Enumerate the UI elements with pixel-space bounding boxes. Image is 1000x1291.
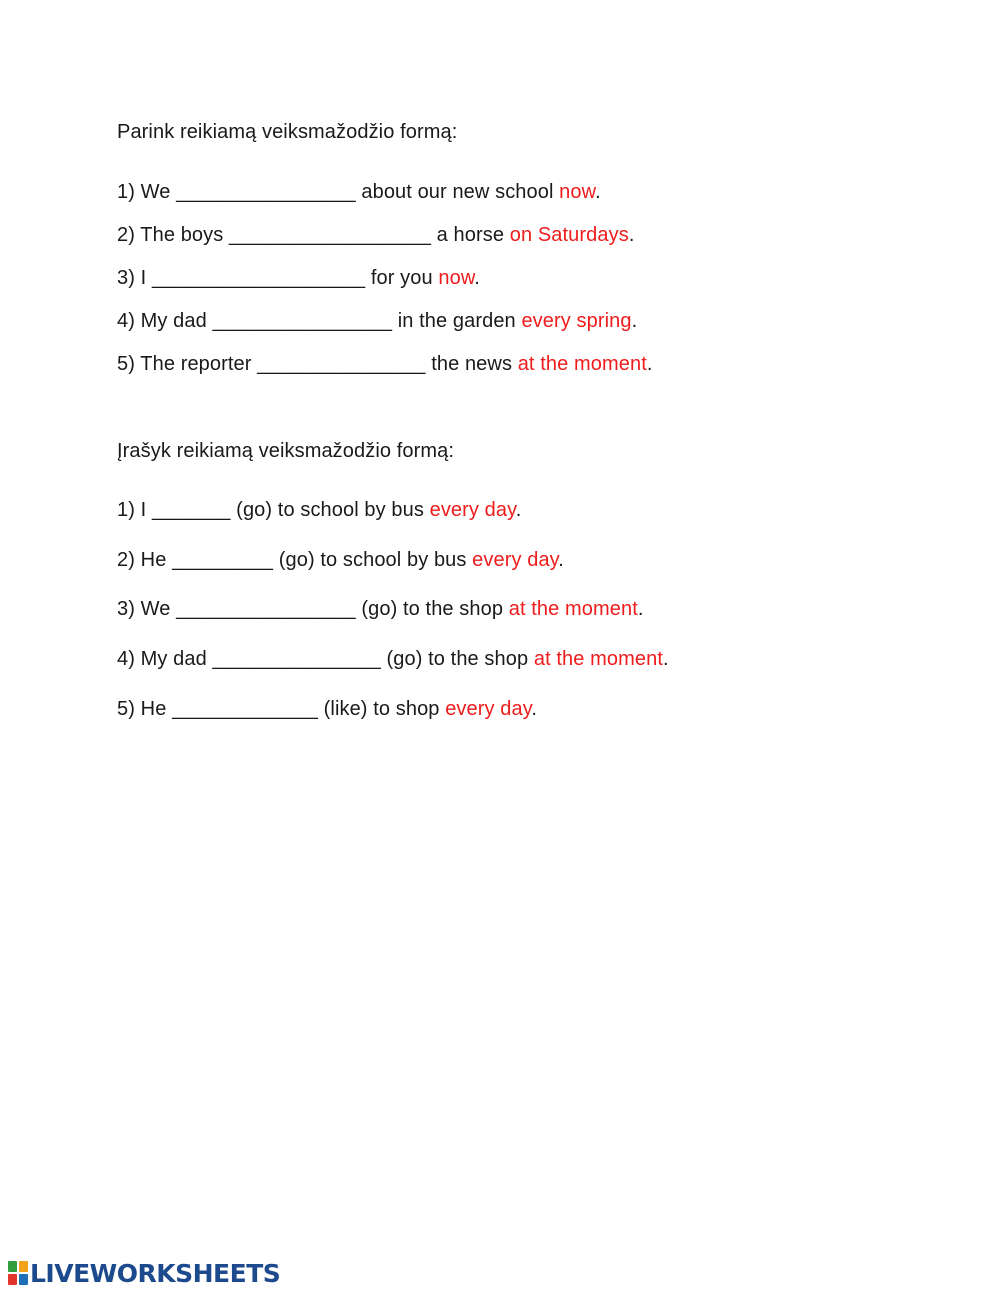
item-end: . xyxy=(628,224,635,246)
section2-item-5 xyxy=(117,697,537,721)
time-expression: now xyxy=(559,181,596,203)
item-text: The reporter _______________ the news xyxy=(140,353,518,375)
section2-item-2 xyxy=(117,548,564,572)
section2-item-3 xyxy=(117,597,644,621)
section1-item-4 xyxy=(117,309,637,333)
item-text: My dad _______________ (go) to the shop xyxy=(140,648,534,670)
logo-blocks-icon xyxy=(8,1261,28,1285)
section1-title: Parink reikiamą veiksmažodžio formą: xyxy=(117,121,458,143)
item-number: 4) xyxy=(117,648,135,670)
item-number: 2) xyxy=(117,224,135,246)
item-text: The boys __________________ a horse xyxy=(140,224,510,246)
item-number: 5) xyxy=(117,353,135,375)
item-end: . xyxy=(515,499,522,521)
item-end: . xyxy=(663,648,669,670)
section2-title: Įrašyk reikiamą veiksmažodžio formą: xyxy=(117,440,455,462)
item-text: I _______ (go) to school by bus xyxy=(140,499,430,521)
section1-item-2 xyxy=(117,223,634,247)
item-number: 3) xyxy=(117,598,135,620)
logo-text: LIVEWORKSHEETS xyxy=(30,1258,281,1288)
item-end: . xyxy=(595,181,601,203)
time-expression: every day xyxy=(472,549,559,571)
time-expression: every day xyxy=(429,499,516,521)
item-text: I ___________________ for you xyxy=(140,267,439,289)
item-number: 2) xyxy=(117,549,135,571)
time-expression: every spring xyxy=(521,310,632,332)
item-end: . xyxy=(637,598,644,620)
time-expression: now xyxy=(438,267,475,289)
item-text: We ________________ about our new school xyxy=(140,181,560,203)
item-text: My dad ________________ in the garden xyxy=(140,310,522,332)
section1-item-1 xyxy=(117,180,601,204)
time-expression: every day xyxy=(445,698,532,720)
time-expression: at the moment xyxy=(517,353,647,375)
section1-item-5 xyxy=(117,352,653,376)
item-number: 5) xyxy=(117,698,135,720)
liveworksheets-logo[interactable] xyxy=(8,1258,280,1288)
item-text: We ________________ (go) to the shop xyxy=(140,598,509,620)
time-expression: on Saturdays xyxy=(509,224,629,246)
item-end: . xyxy=(646,353,653,375)
item-number: 3) xyxy=(117,267,135,289)
time-expression: at the moment xyxy=(533,648,664,670)
item-end: . xyxy=(531,698,537,720)
item-end: . xyxy=(631,310,638,332)
item-end: . xyxy=(474,267,480,289)
item-number: 1) xyxy=(117,181,135,203)
section2-item-4 xyxy=(117,647,669,671)
item-number: 4) xyxy=(117,310,135,332)
item-text: He _____________ (like) to shop xyxy=(140,698,446,720)
time-expression: at the moment xyxy=(508,598,638,620)
section2-item-1 xyxy=(117,498,521,522)
item-text: He _________ (go) to school by bus xyxy=(140,549,473,571)
section1-item-3 xyxy=(117,266,480,290)
item-number: 1) xyxy=(117,499,135,521)
item-end: . xyxy=(558,549,564,571)
